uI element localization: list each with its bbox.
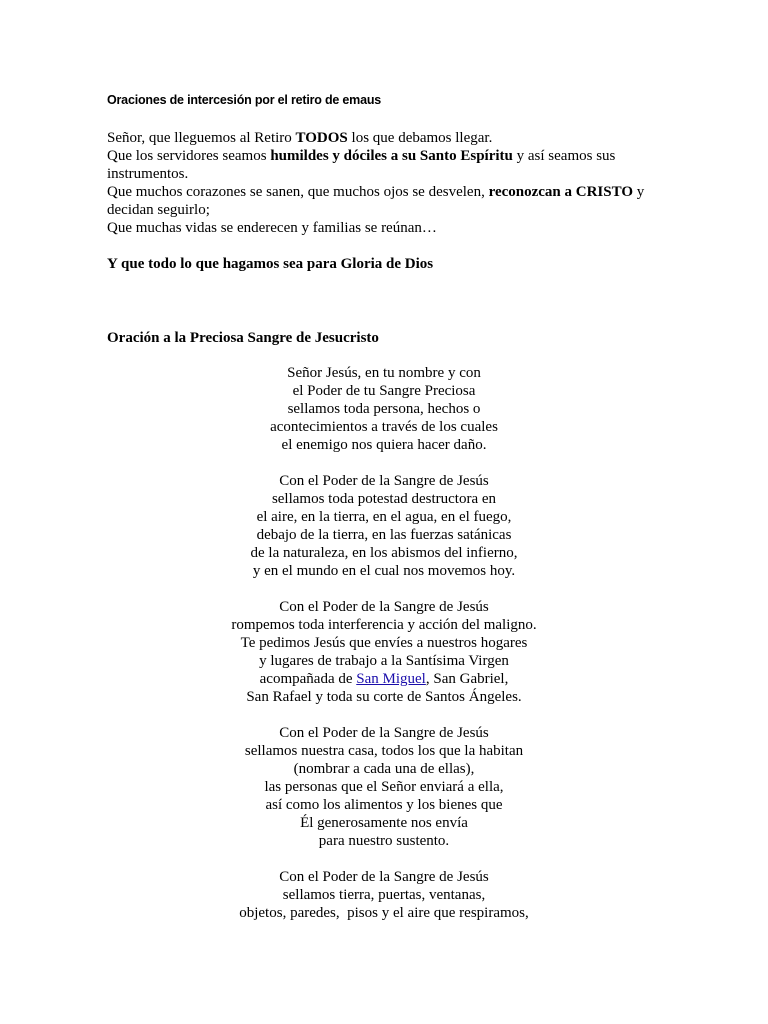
poem-line: sellamos toda persona, hechos o [287,401,481,417]
poem-text: acompañada de [259,671,357,687]
poem-line: así como los alimentos y los bienes que [265,797,503,813]
san-miguel-link[interactable]: San Miguel [356,671,426,687]
poem-line: sellamos toda potestad destructora en [271,491,497,507]
poem-line: sellamos nuestra casa, todos los que la habitan [244,743,524,759]
prayer-title: Oración a la Preciosa Sangre de Jesucristo [107,330,379,346]
poem-line: Con el Poder de la Sangre de Jesús [279,599,489,615]
poem-line: y lugares de trabajo a la Santísima Virgen [259,653,509,669]
poem-line-with-link [107,670,661,688]
stanza-1 [107,364,661,454]
intro-text: y así seamos sus instrumentos. [107,148,616,182]
prayer-poem [107,364,661,940]
poem-line: Con el Poder de la Sangre de Jesús [279,869,489,885]
intro-paragraph [107,129,667,237]
poem-line: debajo de la tierra, en las fuerzas satánicas [256,527,512,543]
poem-line: el aire, en la tierra, en el agua, en el fuego, [256,509,512,525]
poem-line: Él generosamente nos envía [300,815,468,831]
intro-line [107,183,667,219]
intro-bold-text: humildes y dóciles a su Santo Espíritu [270,148,513,164]
stanza-5 [107,868,661,922]
stanza-4 [107,724,661,850]
stanza-3 [107,598,661,706]
poem-line: Con el Poder de la Sangre de Jesús [279,725,489,741]
intro-bold-text: TODOS [295,130,348,146]
poem-line: Con el Poder de la Sangre de Jesús [279,473,489,489]
poem-line: (nombrar a cada una de ellas), [293,761,475,777]
intro-line [107,147,667,183]
intro-text: Señor, que lleguemos al Retiro [107,130,296,146]
intro-text: y decidan seguirlo; [107,184,645,218]
poem-line: acontecimientos a través de los cuales [270,419,498,435]
poem-line: de la naturaleza, en los abismos del infierno, [250,545,518,561]
poem-line: el Poder de tu Sangre Preciosa [292,383,476,399]
intro-text: Que muchos corazones se sanen, que muchos ojos se desvelen, [107,184,489,200]
intro-line [107,129,667,147]
poem-line: Te pedimos Jesús que envíes a nuestros hogares [240,635,528,651]
poem-line: las personas que el Señor enviará a ella, [264,779,504,795]
poem-text: , San Gabriel, [425,671,509,687]
poem-line: y en el mundo en el cual nos movemos hoy. [252,563,516,579]
poem-line: Señor Jesús, en tu nombre y con [287,365,481,381]
poem-line: San Rafael y toda su corte de Santos Ángeles. [246,689,522,705]
poem-line: para nuestro sustento. [318,833,450,849]
gloria-line: Y que todo lo que hagamos sea para Gloria de Dios [107,256,434,272]
document-heading: Oraciones de intercesión por el retiro de emaus [107,93,382,107]
poem-line: el enemigo nos quiera hacer daño. [281,437,487,453]
intro-line: Que muchas vidas se enderecen y familias se reúnan… [107,220,437,236]
poem-line: rompemos toda interferencia y acción del maligno. [231,617,537,633]
stanza-2 [107,472,661,580]
poem-line: objetos, paredes, pisos y el aire que respiramos, [239,905,529,921]
intro-bold-text: reconozcan a CRISTO [488,184,634,200]
intro-text: Que los servidores seamos [107,148,271,164]
poem-line: sellamos tierra, puertas, ventanas, [282,887,486,903]
intro-text: los que debamos llegar. [347,130,493,146]
